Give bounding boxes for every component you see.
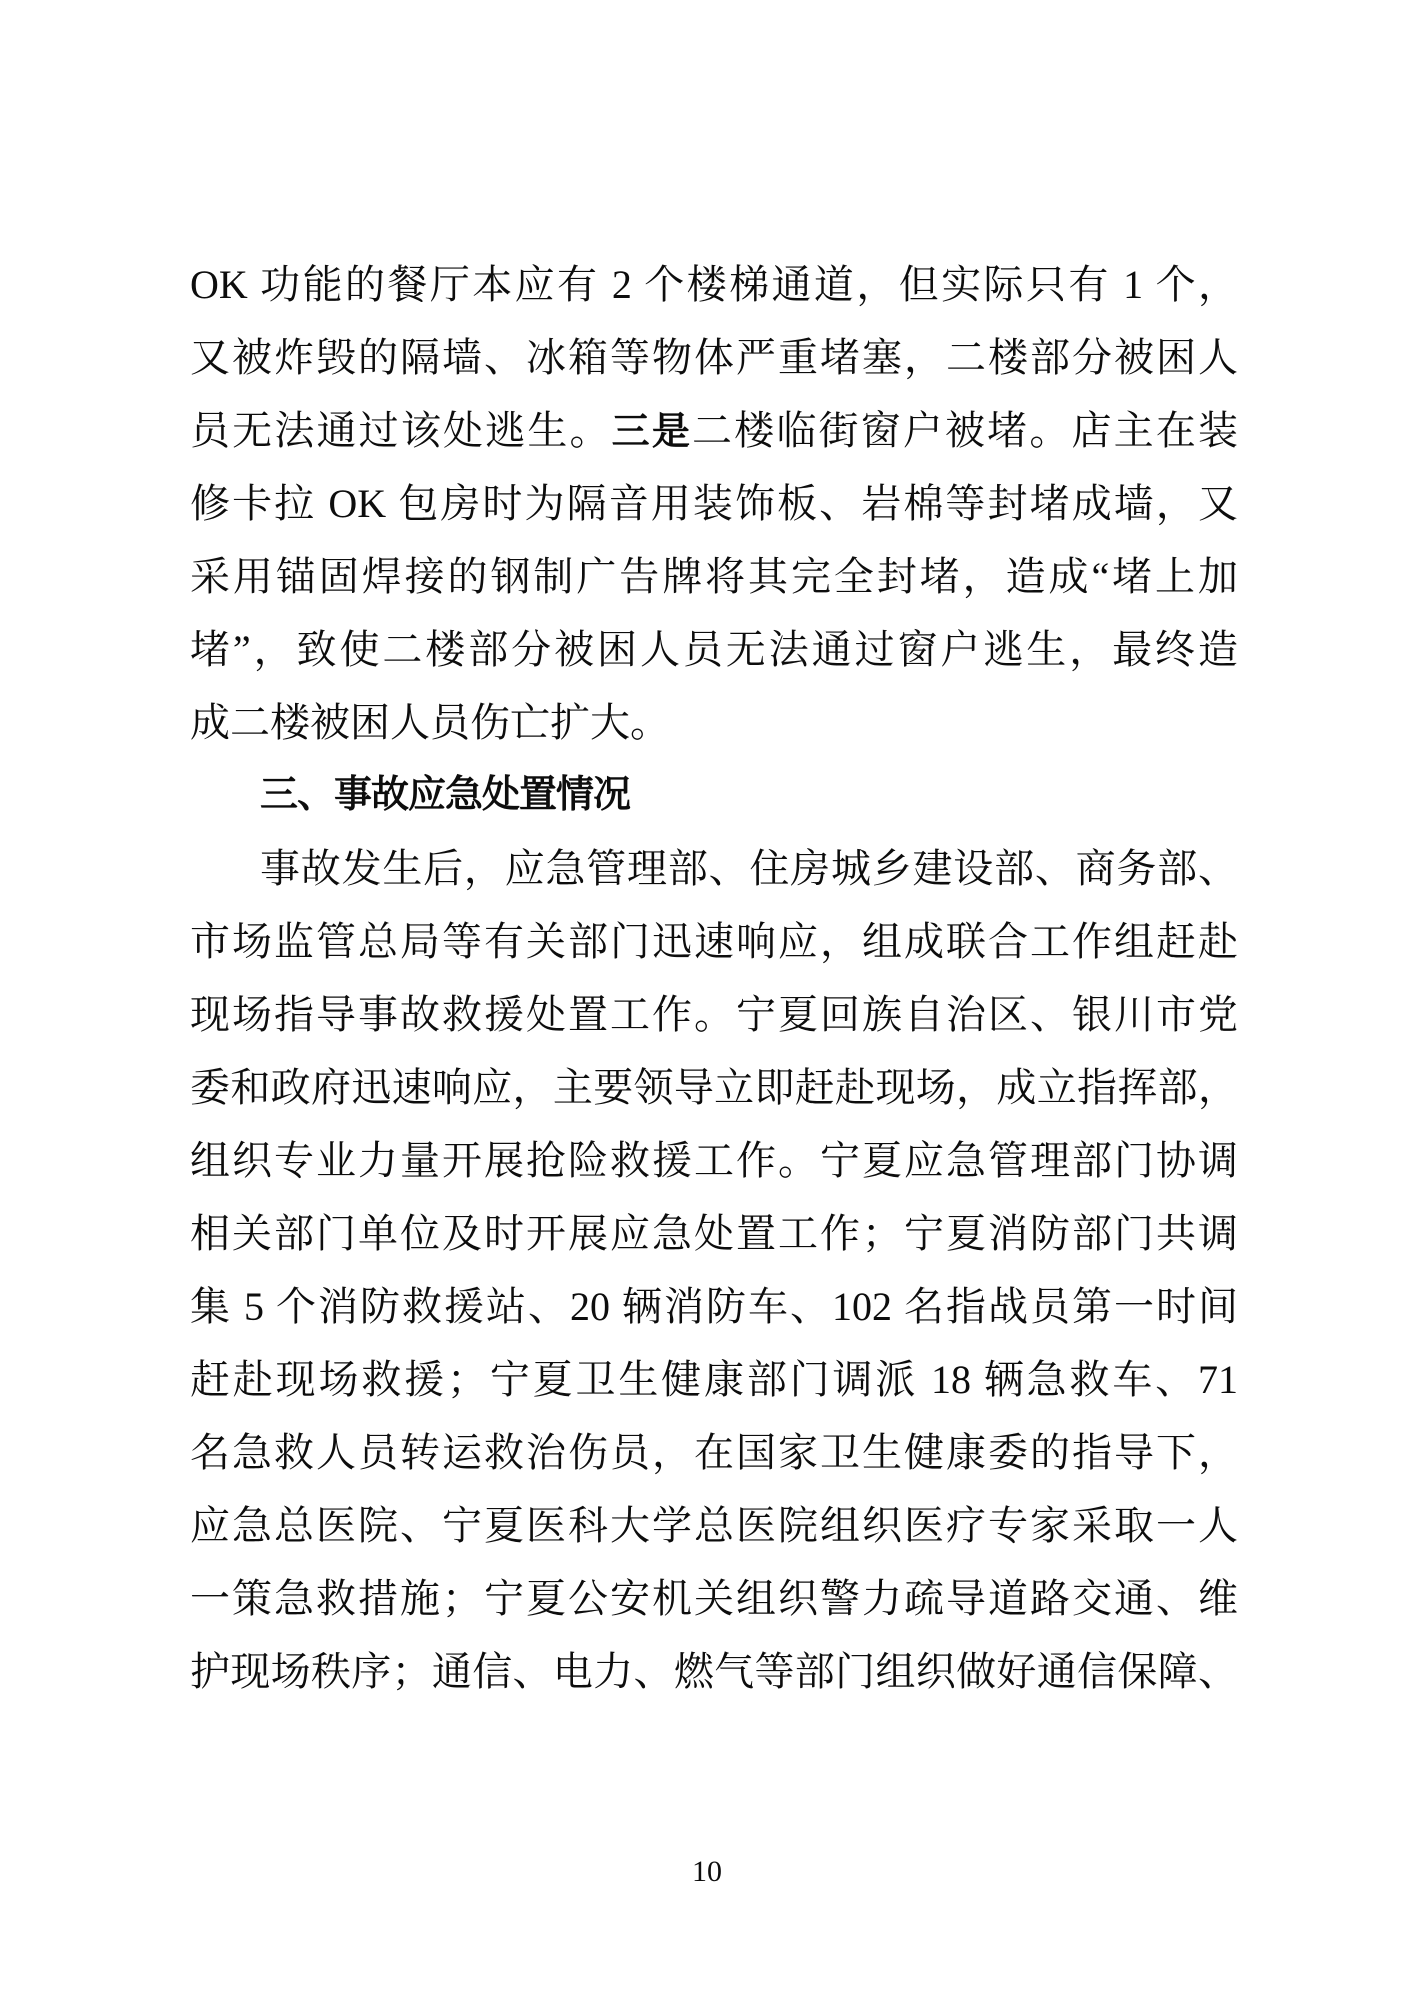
para2-line-5: 组织专业力量开展抢险救援工作。宁夏应急管理部门协调 [190, 1138, 1238, 1183]
page-content [190, 248, 1238, 1708]
para2-line-3: 现场指导事故救援处置工作。宁夏回族自治区、银川市党 [190, 992, 1238, 1037]
para2-line-7: 集 5 个消防救援站、20 辆消防车、102 名指战员第一时间 [190, 1284, 1238, 1329]
para1-line-3-emphasis: 三是 [611, 411, 693, 453]
para1-line-3-text-pre: 员无法通过该处逃生。 [190, 408, 612, 453]
page-number: 10 [692, 1855, 722, 1888]
para2-line-6: 相关部门单位及时开展应急处置工作；宁夏消防部门共调 [190, 1211, 1238, 1256]
section-heading: 三、事故应急处置情况 [260, 774, 631, 816]
para1-line-1: OK 功能的餐厅本应有 2 个楼梯通道，但实际只有 1 个， [190, 262, 1238, 307]
para1-line-4: 修卡拉 OK 包房时为隔音用装饰板、岩棉等封堵成墙，又 [190, 481, 1238, 526]
para2-line-12: 护现场秩序；通信、电力、燃气等部门组织做好通信保障、 [190, 1649, 1238, 1694]
para2-line-9: 名急救人员转运救治伤员，在国家卫生健康委的指导下， [190, 1430, 1238, 1475]
para2-line-8: 赶赴现场救援；宁夏卫生健康部门调派 18 辆急救车、71 [190, 1357, 1238, 1402]
para2-line-4: 委和政府迅速响应，主要领导立即赶赴现场，成立指挥部， [190, 1065, 1238, 1110]
para1-line-5: 采用锚固焊接的钢制广告牌将其完全封堵，造成“堵上加 [190, 554, 1238, 599]
para1-line-3-text-post: 二楼临街窗户被堵。店主在装 [692, 408, 1239, 453]
para2-line-2: 市场监管总局等有关部门迅速响应，组成联合工作组赶赴 [190, 919, 1238, 964]
para1-line-3 [190, 394, 1238, 467]
para2-line-10: 应急总医院、宁夏医科大学总医院组织医疗专家采取一人 [190, 1503, 1238, 1548]
para1-line-6: 堵”，致使二楼部分被困人员无法通过窗户逃生，最终造 [190, 627, 1238, 672]
para2-line-11: 一策急救措施；宁夏公安机关组织警力疏导道路交通、维 [190, 1576, 1238, 1621]
para1-line-7: 成二楼被困人员伤亡扩大。 [190, 700, 670, 745]
para2-line-1: 事故发生后，应急管理部、住房城乡建设部、商务部、 [260, 846, 1238, 891]
para1-line-2: 又被炸毁的隔墙、冰箱等物体严重堵塞，二楼部分被困人 [190, 335, 1238, 380]
